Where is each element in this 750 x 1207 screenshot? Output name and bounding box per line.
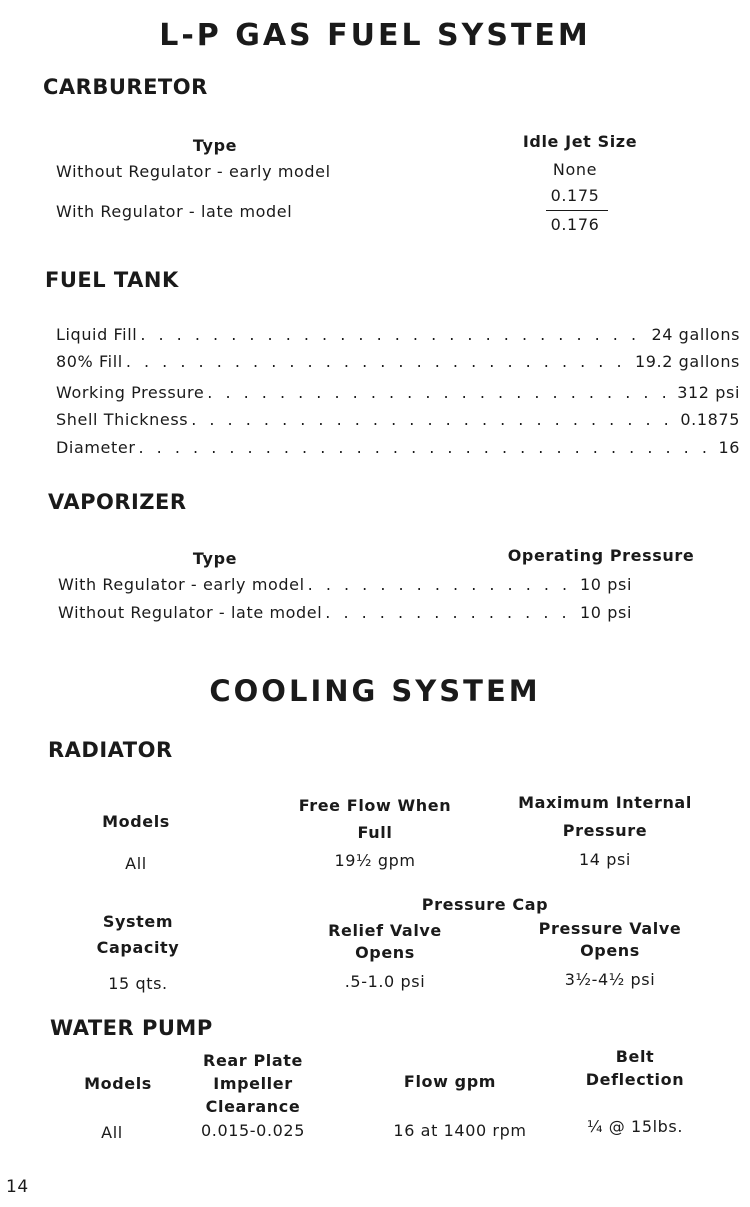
leader-dots (191, 410, 677, 429)
system-capacity-value: 15 qts. (108, 974, 168, 993)
fraction-divider (546, 210, 608, 211)
leader-dots (325, 603, 577, 622)
radiator-models-value: All (125, 854, 147, 873)
water-pump-models-value: All (101, 1123, 123, 1142)
flow-gpm-header: Flow gpm (403, 1072, 497, 1091)
fuel-tank-row (56, 325, 740, 344)
water-pump-models-header: Models (84, 1074, 152, 1093)
carburetor-idle-jet-header: Idle Jet Size (522, 132, 638, 151)
impeller-clearance-value: 0.015-0.025 (201, 1121, 305, 1140)
vaporizer-row (58, 603, 632, 622)
radiator-free-flow-header: Free Flow When (298, 796, 452, 815)
impeller-clearance-header: Rear Plate (203, 1051, 303, 1070)
pressure-valve-value: 3½-4½ psi (564, 970, 656, 989)
vaporizer-type-header: Type (192, 549, 238, 568)
fuel-tank-row (56, 352, 740, 371)
impeller-clearance-header: Clearance (205, 1097, 301, 1116)
water-pump-heading: WATER PUMP (50, 1016, 213, 1040)
pressure-valve-header: Pressure Valve (538, 919, 682, 938)
fuel-tank-row (56, 410, 740, 429)
leader-dots (308, 575, 577, 594)
carburetor-heading: CARBURETOR (43, 75, 208, 99)
fuel-tank-value: 312 psi (677, 383, 740, 402)
system-capacity-header: System (102, 912, 174, 931)
pressure-cap-header: Pressure Cap (421, 895, 549, 914)
section-title-cooling: COOLING SYSTEM (209, 674, 541, 708)
carburetor-row-type: Without Regulator - early model (56, 162, 331, 181)
radiator-free-flow-value: 19½ gpm (334, 851, 416, 870)
belt-deflection-value: ¼ @ 15lbs. (586, 1117, 684, 1136)
belt-deflection-header: Belt (615, 1047, 655, 1066)
leader-dots (140, 325, 648, 344)
fuel-tank-label: Shell Thickness (56, 410, 189, 429)
radiator-max-pressure-header: Maximum Internal (518, 793, 692, 812)
fuel-tank-label: Diameter (56, 438, 136, 457)
radiator-max-pressure-value: 14 psi (579, 850, 631, 869)
carburetor-size-denominator: 0.176 (550, 215, 600, 234)
belt-deflection-header: Deflection (585, 1070, 685, 1089)
radiator-heading: RADIATOR (48, 738, 173, 762)
leader-dots (139, 438, 716, 457)
vaporizer-row (58, 575, 632, 594)
relief-valve-header: Relief Valve (328, 921, 442, 940)
flow-gpm-value: 16 at 1400 rpm (393, 1121, 527, 1140)
relief-valve-value: .5-1.0 psi (344, 972, 426, 991)
radiator-free-flow-header: Full (357, 823, 393, 842)
vaporizer-label: With Regulator - early model (58, 575, 305, 594)
vaporizer-heading: VAPORIZER (48, 490, 187, 514)
vaporizer-pressure-header: Operating Pressure (507, 546, 695, 565)
vaporizer-label: Without Regulator - late model (58, 603, 323, 622)
pressure-valve-header: Opens (580, 941, 640, 960)
fuel-tank-value: 16 (718, 438, 740, 457)
page-number: 14 (6, 1177, 29, 1197)
impeller-clearance-header: Impeller (213, 1074, 293, 1093)
fuel-tank-value: 24 gallons (651, 325, 740, 344)
radiator-max-pressure-header: Pressure (562, 821, 648, 840)
leader-dots (207, 383, 674, 402)
fuel-tank-value: 0.1875 (680, 410, 740, 429)
carburetor-row-type: With Regulator - late model (56, 202, 293, 221)
system-capacity-header: Capacity (96, 938, 180, 957)
vaporizer-value: 10 psi (580, 603, 632, 622)
radiator-models-header: Models (102, 812, 170, 831)
fuel-tank-row (56, 438, 740, 457)
carburetor-row-size: None (552, 160, 598, 179)
carburetor-size-numerator: 0.175 (550, 186, 600, 205)
leader-dots (126, 352, 632, 371)
fuel-tank-label: Liquid Fill (56, 325, 138, 344)
fuel-tank-label: Working Pressure (56, 383, 205, 402)
relief-valve-header: Opens (355, 943, 415, 962)
fuel-tank-heading: FUEL TANK (45, 268, 179, 292)
carburetor-type-header: Type (192, 136, 238, 155)
fuel-tank-label: 80% Fill (56, 352, 123, 371)
section-title-lp-gas: L-P GAS FUEL SYSTEM (159, 18, 591, 53)
fuel-tank-row (56, 383, 740, 402)
vaporizer-value: 10 psi (580, 575, 632, 594)
fuel-tank-value: 19.2 gallons (634, 352, 740, 371)
